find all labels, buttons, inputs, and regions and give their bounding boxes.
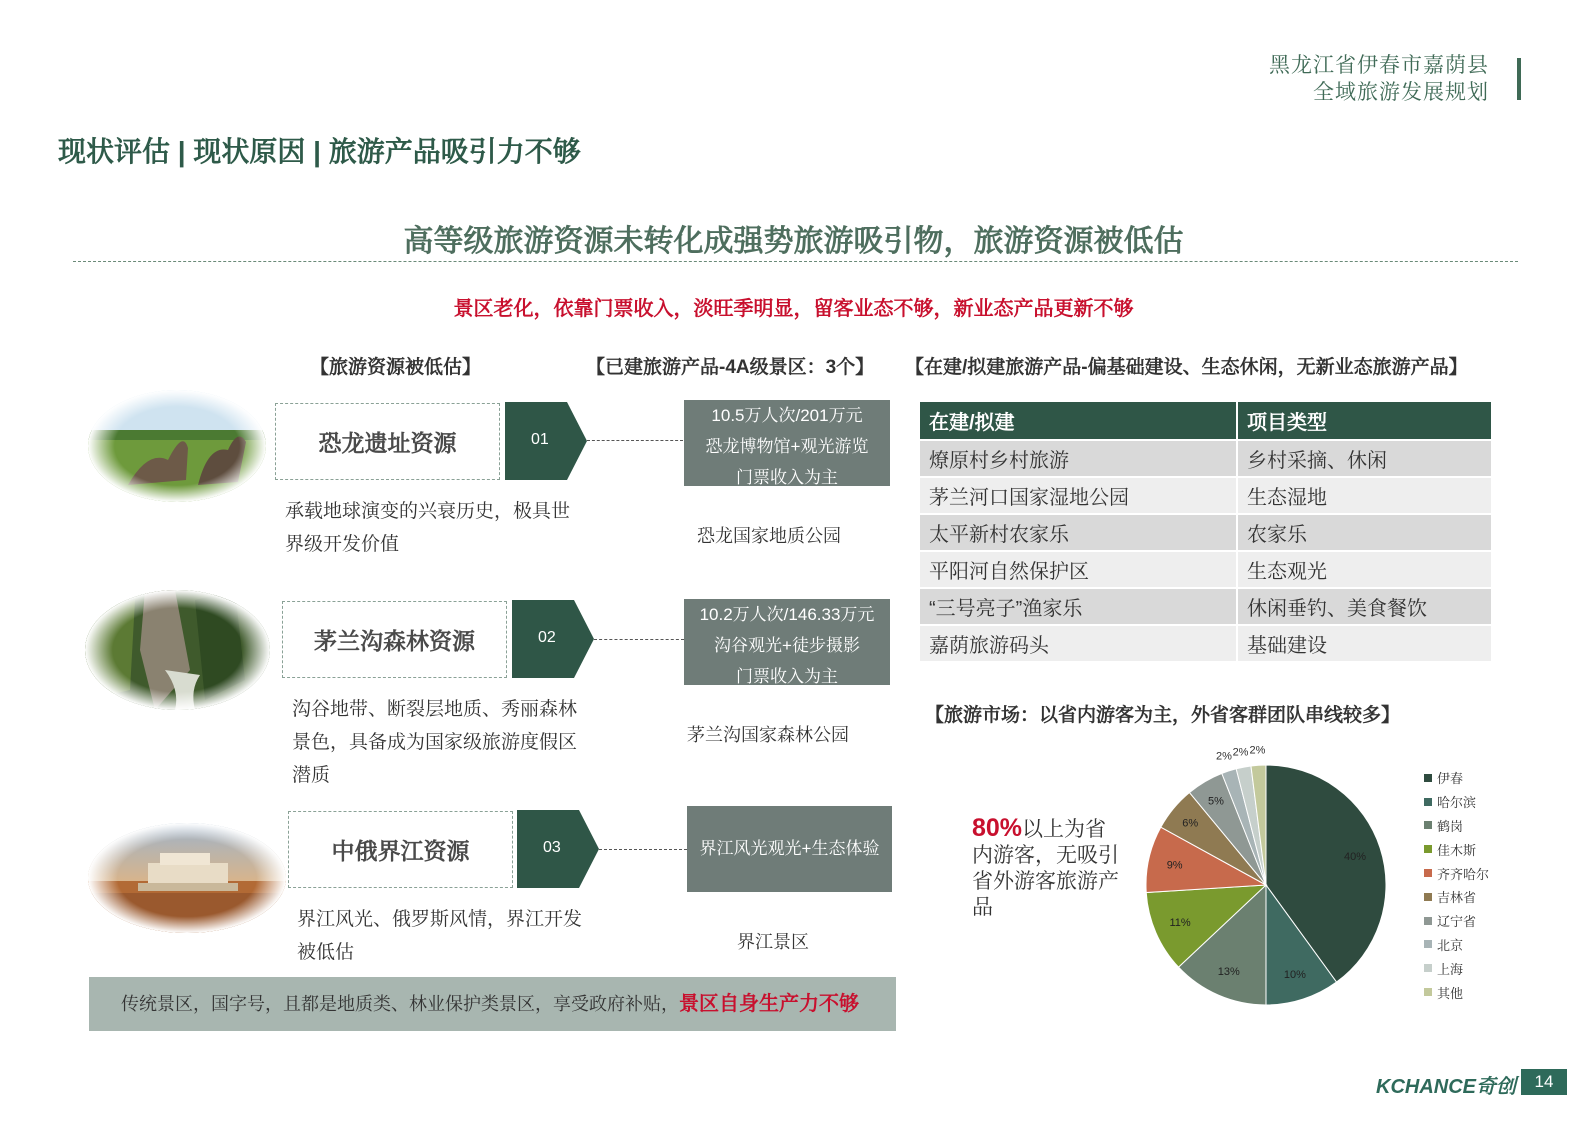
conclusion-highlight: 景区自身生产力不够 [679, 993, 859, 1015]
market-note-percent: 80% [972, 814, 1023, 842]
legend-item [1424, 933, 1489, 957]
conclusion-text: 传统景区，国字号，且都是地质类、林业保护类景区，享受政府补贴， [121, 994, 679, 1014]
table-row [919, 440, 1492, 477]
pie-data-label-6: 6% [1182, 817, 1199, 830]
legend-item [1424, 861, 1489, 885]
table-cell: 燎原村乡村旅游 [919, 440, 1237, 477]
resource-box-river: 中俄界江资源 [288, 811, 513, 888]
scenic-area-name-dinosaur: 恐龙国家地质公园 [697, 526, 841, 546]
legend-label: 上海 [1437, 961, 1464, 977]
resource-box-dinosaur: 恐龙遗址资源 [275, 403, 500, 480]
table-cell: 平阳河自然保护区 [919, 551, 1237, 588]
legend-label: 伊春 [1437, 771, 1464, 787]
header-line-2: 全域旅游发展规划 [1313, 81, 1489, 104]
legend-label: 齐齐哈尔 [1437, 866, 1490, 882]
legend-swatch [1424, 893, 1432, 901]
table-cell: 嘉荫旅游码头 [919, 625, 1237, 662]
step-marker-01 [505, 402, 587, 480]
connector-line-01 [587, 440, 683, 441]
pie-data-label-8: 2% [1216, 750, 1232, 763]
conclusion-bar [89, 977, 896, 1031]
legend-item [1424, 885, 1489, 909]
section-head-planned: 【在建/拟建旅游产品-偏基础建设、生态休闲，无新业态旅游产品】 [905, 357, 1468, 378]
pie-data-label-7: 5% [1207, 795, 1224, 808]
pie-data-label-2: 10% [1283, 969, 1306, 982]
river-boat-photo [88, 823, 286, 933]
resource-description-forest: 沟谷地带、断裂层地质、秀丽森林景色，具备成为国家级旅游度假区潜质 [292, 699, 578, 786]
connector-line-03 [599, 849, 687, 850]
legend-swatch [1424, 821, 1432, 829]
table-header-row [919, 401, 1492, 440]
product-type: 界江风光观光+生态体验 [699, 839, 880, 858]
revenue-model: 门票收入为主 [736, 667, 838, 685]
table-row [919, 514, 1492, 551]
header-accent-bar [1517, 58, 1521, 100]
legend-label: 哈尔滨 [1437, 795, 1477, 811]
table-header-cell: 在建/拟建 [919, 401, 1237, 440]
planned-projects-table [918, 400, 1493, 663]
page-title: 现状评估 | 现状原因 | 旅游产品吸引力不够 [58, 136, 581, 167]
pie-data-label-3: 13% [1217, 965, 1240, 978]
market-note [972, 815, 1122, 921]
table-cell: 休闲垂钓、美食餐饮 [1237, 588, 1492, 625]
table-header-cell: 项目类型 [1237, 401, 1492, 440]
table-cell: 农家乐 [1237, 514, 1492, 551]
pie-data-label-4: 11% [1169, 917, 1191, 930]
legend-item [1424, 909, 1489, 933]
product-info-river [687, 806, 892, 892]
legend-swatch [1424, 940, 1432, 948]
legend-swatch [1424, 845, 1432, 853]
table-row [919, 551, 1492, 588]
scenic-area-name-river: 界江景区 [737, 932, 809, 952]
legend-swatch [1424, 869, 1432, 877]
visitor-stats: 10.2万人次/146.33万元 [699, 605, 875, 624]
table-cell: 基础建设 [1237, 625, 1492, 662]
table-row [919, 477, 1492, 514]
pie-legend [1424, 766, 1489, 1004]
connector-line-02 [594, 639, 684, 640]
step-number-02: 02 [538, 629, 556, 646]
legend-label: 其他 [1437, 985, 1464, 1001]
resource-description-river: 界江风光、俄罗斯风情，界江开发被低估 [297, 909, 583, 963]
table-row [919, 625, 1492, 662]
legend-label: 北京 [1437, 937, 1464, 953]
kchance-logo: KCHANCE奇创 [1376, 1076, 1516, 1098]
step-marker-03 [517, 810, 599, 888]
scenic-area-name-forest: 茅兰沟国家森林公园 [687, 725, 849, 745]
legend-swatch [1424, 798, 1432, 806]
step-number-01: 01 [531, 431, 549, 448]
pie-data-label-10: 2% [1249, 744, 1266, 757]
table-cell: “三号亮子”渔家乐 [919, 588, 1237, 625]
product-info-dinosaur [684, 400, 890, 486]
resource-description-dinosaur: 承载地球演变的兴衰历史，极具世界级开发价值 [285, 501, 571, 555]
legend-swatch [1424, 917, 1432, 925]
legend-item [1424, 956, 1489, 980]
legend-item [1424, 766, 1489, 790]
legend-swatch [1424, 988, 1432, 996]
legend-item [1424, 790, 1489, 814]
header-line-1: 黑龙江省伊春市嘉荫县 [1269, 54, 1489, 77]
resource-box-forest: 茅兰沟森林资源 [282, 601, 507, 678]
table-cell: 生态湿地 [1237, 477, 1492, 514]
section-divider [73, 261, 1518, 262]
section-head-resources: 【旅游资源被低估】 [310, 357, 482, 378]
table-cell: 茅兰河口国家湿地公园 [919, 477, 1237, 514]
step-marker-02 [512, 600, 594, 678]
step-number-03: 03 [543, 839, 561, 856]
table-cell: 乡村采摘、休闲 [1237, 440, 1492, 477]
revenue-model: 门票收入为主 [736, 468, 838, 486]
legend-label: 鹤岗 [1437, 818, 1464, 834]
table-cell: 太平新村农家乐 [919, 514, 1237, 551]
legend-swatch [1424, 964, 1432, 972]
pie-data-label-9: 2% [1232, 746, 1249, 759]
page-number: 14 [1521, 1069, 1567, 1095]
table-cell: 生态观光 [1237, 551, 1492, 588]
dinosaur-park-photo [88, 390, 266, 502]
document-header [1269, 52, 1489, 106]
pie-data-label-1: 40% [1344, 851, 1367, 864]
key-finding: 景区老化，依靠门票收入，淡旺季明显，留客业态不够，新业态产品更新不够 [453, 298, 1134, 320]
market-note-text: 以上为省内游客，无吸引省外游客旅游产品 [972, 818, 1119, 919]
visitor-stats: 10.5万人次/201万元 [711, 406, 863, 425]
legend-item [1424, 980, 1489, 1004]
section-head-market: 【旅游市场：以省内游客为主，外省客群团队串线较多】 [925, 705, 1401, 726]
table-row [919, 588, 1492, 625]
legend-item [1424, 837, 1489, 861]
legend-item [1424, 814, 1489, 838]
product-type: 沟谷观光+徒步摄影 [714, 636, 860, 655]
legend-swatch [1424, 774, 1432, 782]
section-head-built: 【已建旅游产品-4A级景区：3个】 [586, 357, 875, 378]
product-type: 恐龙博物馆+观光游览 [705, 437, 869, 456]
slide-subtitle: 高等级旅游资源未转化成强势旅游吸引物，旅游资源被低估 [403, 225, 1184, 258]
pie-data-label-5: 9% [1166, 859, 1183, 872]
legend-label: 佳木斯 [1437, 842, 1477, 858]
product-info-forest [684, 599, 890, 685]
legend-label: 辽宁省 [1437, 914, 1477, 930]
legend-label: 吉林省 [1437, 890, 1477, 906]
forest-valley-photo [85, 590, 270, 710]
visitor-origin-pie-chart [1130, 735, 1420, 1025]
